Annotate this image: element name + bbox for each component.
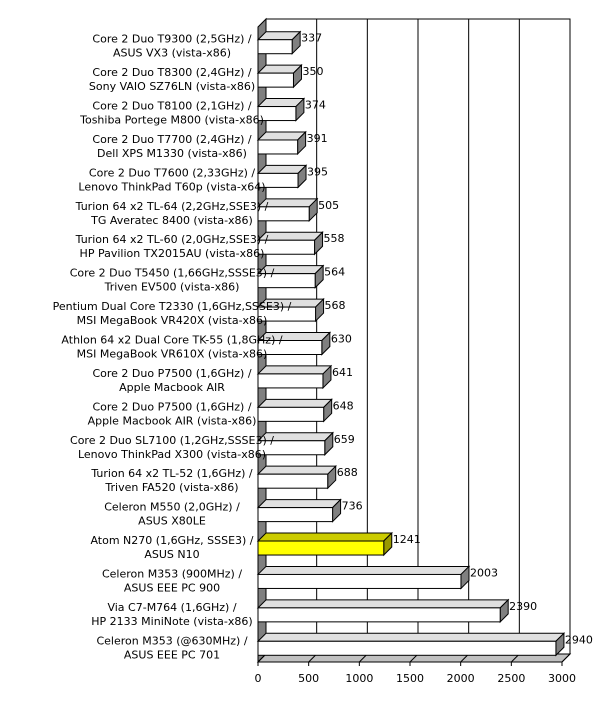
bar-front [258, 140, 298, 154]
value-label: 2003 [469, 566, 498, 580]
bar [258, 633, 564, 655]
category-label-line1: Core 2 Duo SL7100 (1,2GHz,SSSE3) / [70, 433, 274, 447]
category-label-line1: Core 2 Duo P7500 (1,6GHz) / [92, 366, 252, 380]
value-label: 648 [332, 399, 354, 413]
bar [258, 399, 332, 421]
bar [258, 533, 392, 555]
category-label-line2: Triven FA520 (vista-x86) [105, 481, 239, 495]
x-axis-ticks [255, 662, 577, 685]
bar-top [258, 533, 392, 541]
bar-top [258, 600, 508, 608]
bar-front [258, 73, 293, 87]
tick-label: 2000 [446, 672, 475, 685]
value-label: 395 [307, 165, 329, 179]
value-label: 558 [323, 232, 345, 246]
category-label-line1: Celeron M550 (2,0GHz) / [104, 500, 240, 514]
category-label-line1: Atom N270 (1,6GHz, SSSE3) / [90, 534, 254, 548]
category-label-line2: ASUS X80LE [138, 514, 206, 528]
bar-top [258, 466, 336, 474]
value-label: 374 [304, 98, 326, 112]
value-label: 350 [302, 65, 324, 79]
value-label: 1241 [392, 533, 421, 547]
category-label-line1: Core 2 Duo T8100 (2,1GHz) / [92, 99, 252, 113]
value-label: 505 [318, 198, 340, 212]
bar-top [258, 500, 341, 508]
category-label-line2: ASUS EEE PC 900 [123, 581, 221, 595]
tick-label: 500 [298, 672, 320, 685]
bar [258, 65, 301, 87]
category-label-line1: Turion 64 x2 TL-52 (1,6GHz) / [91, 467, 253, 481]
bar [258, 99, 304, 121]
bar-top [258, 399, 332, 407]
bar [258, 466, 336, 488]
category-label-line2: HP 2133 MiniNote (vista-x86) [91, 614, 253, 628]
category-label-line1: Athlon 64 x2 Dual Core TK-55 (1,8GHz) / [61, 333, 283, 347]
category-label-line2: Apple Macbook AIR [119, 380, 225, 394]
category-label-line2: Sony VAIO SZ76LN (vista-x86) [88, 80, 256, 94]
category-label-line2: Toshiba Portege M800 (vista-x86) [80, 113, 264, 127]
bar-front [258, 508, 333, 522]
category-label-line2: ASUS VX3 (vista-x86) [112, 46, 232, 60]
bar-top [258, 366, 331, 374]
value-label: 564 [324, 265, 346, 279]
category-label-line1: Core 2 Duo T5450 (1,66GHz,SSSE3) / [69, 266, 275, 280]
bar [258, 132, 306, 154]
bar [258, 500, 341, 522]
value-label: 630 [330, 332, 352, 346]
bar-front [258, 374, 323, 388]
category-label-line1: Core 2 Duo T7700 (2,4GHz) / [92, 132, 252, 146]
value-label: 337 [301, 31, 323, 45]
category-label-line1: Via C7-M764 (1,6GHz) / [107, 600, 237, 614]
bar-front [258, 407, 324, 421]
value-label: 659 [333, 432, 355, 446]
tick-label: 0 [254, 672, 262, 685]
category-label-line2: Lenovo ThinkPad X300 (vista-x86) [77, 447, 267, 461]
category-label-line1: Turion 64 x2 TL-64 (2,2GHz,SSE3) / [75, 199, 269, 213]
value-label: 688 [336, 466, 358, 480]
bar-front [258, 474, 328, 488]
bar-front [258, 40, 292, 54]
bar-front [258, 574, 461, 588]
category-label-line2: Triven EV500 (vista-x86) [104, 280, 240, 294]
tick-label: 2500 [497, 672, 526, 685]
category-label-line2: MSI MegaBook VR420X (vista-x86) [76, 314, 268, 328]
category-label-line1: Core 2 Duo P7500 (1,6GHz) / [92, 400, 252, 414]
category-label-line2: ASUS EEE PC 701 [123, 648, 221, 662]
category-label-line1: Celeron M353 (@630MHz) / [96, 634, 248, 648]
bar-top [258, 566, 469, 574]
bar-front [258, 608, 500, 622]
category-labels [53, 33, 292, 662]
bar [258, 600, 508, 622]
bar [258, 32, 300, 54]
category-label-line1: Core 2 Duo T9300 (2,5GHz) / [92, 32, 252, 46]
bar [258, 566, 469, 588]
category-label-line2: Dell XPS M1330 (vista-x86) [97, 146, 247, 160]
bar-front [258, 641, 556, 655]
bar-top [258, 633, 564, 641]
value-label: 568 [324, 299, 346, 313]
bar [258, 366, 331, 388]
value-label: 641 [331, 365, 353, 379]
category-label-line2: HP Pavilion TX2015AU (vista-x86) [79, 247, 265, 261]
category-label-line1: Turion 64 x2 TL-60 (2,0GHz,SSE3) / [75, 233, 269, 247]
tick-label: 1000 [345, 672, 374, 685]
value-label: 2940 [564, 633, 593, 647]
value-label: 391 [306, 131, 328, 145]
category-label-line1: Core 2 Duo T8300 (2,4GHz) / [92, 66, 252, 80]
category-label-line2: ASUS N10 [144, 548, 200, 562]
value-label: 736 [341, 499, 363, 513]
tick-label: 1500 [396, 672, 424, 685]
category-label-line1: Core 2 Duo T7600 (2,33GHz) / [88, 166, 256, 180]
category-label-line2: Lenovo ThinkPad T60p (vista-x64) [78, 180, 266, 194]
category-label-line1: Pentium Dual Core T2330 (1,6GHz,SSSE3) / [52, 300, 292, 314]
bar-front [258, 541, 384, 555]
value-label: 2390 [509, 599, 538, 613]
tick-label: 3000 [548, 672, 576, 685]
category-label-line2: Apple Macbook AIR (vista-x86) [87, 414, 257, 428]
category-label-line2: TG Averatec 8400 (vista-x86) [91, 213, 253, 227]
category-label-line2: MSI MegaBook VR610X (vista-x86) [76, 347, 268, 361]
category-label-line1: Celeron M353 (900MHz) / [101, 567, 243, 581]
